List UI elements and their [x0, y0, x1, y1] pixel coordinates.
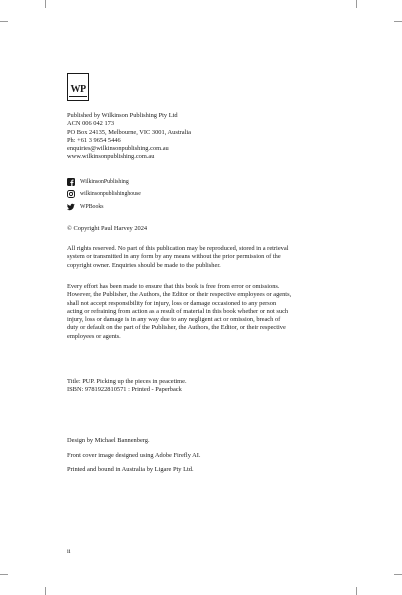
facebook-icon [67, 178, 75, 186]
credit-design: Design by Michael Bannenberg. [67, 437, 150, 444]
page-number: ii [67, 548, 71, 555]
logo-monogram: WP [70, 84, 86, 95]
catalogue-title: Title: PUP. Picking up the pieces in peacetime. [67, 378, 187, 385]
credit-cover: Front cover image designed using Adobe Firefly AI. [67, 452, 201, 459]
social-item-twitter [67, 202, 267, 211]
copyright-notice: © Copyright Paul Harvey 2024 [67, 225, 148, 232]
publisher-acn: ACN 006 042 173 [67, 120, 115, 128]
crop-mark [45, 0, 46, 8]
publisher-address: PO Box 24135, Melbourne, VIC 3001, Australia [67, 128, 191, 136]
crop-mark [356, 0, 357, 8]
publisher-logo [67, 73, 89, 101]
crop-mark [0, 574, 8, 575]
social-item-instagram [67, 190, 267, 199]
publisher-email: enquiries@wilkinsonpublishing.com.au [67, 145, 169, 153]
crop-mark [356, 587, 357, 595]
publisher-website: www.wilkinsonpublishing.com.au [67, 153, 155, 161]
social-item-facebook [67, 177, 267, 186]
social-label-instagram: wilkinsonpublishinghouse [80, 191, 141, 197]
instagram-icon [67, 190, 75, 198]
crop-mark [0, 21, 8, 22]
disclaimer-paragraph: Every effort has been made to ensure that this book is free from error or omissions. However, the Publisher, the Authors, the Editor or their respective employees or agents, shall not accept responsibility for injury, loss or damage occasioned to any person acting or refraining from action as a result of material in this book whether or not such injury, loss or damage is in any way due to any negligent act or omission, breach of duty or default on the part of the Publisher, the Authors, the Editor, or their respective employees or agents. [67, 283, 292, 340]
catalogue-info [67, 378, 347, 395]
crop-mark [45, 587, 46, 595]
social-label-twitter: WPBooks [80, 203, 104, 210]
catalogue-isbn: ISBN: 9781922810571 : Printed - Paperback [67, 386, 182, 394]
crop-mark [394, 21, 402, 22]
social-label-facebook: WilkinsonPublishing [80, 178, 129, 185]
social-links [67, 177, 267, 215]
twitter-icon [67, 203, 75, 211]
publisher-name: Published by Wilkinson Publishing Pty Ltd [67, 112, 178, 119]
publisher-phone: Ph: +61 3 9654 5446 [67, 136, 121, 144]
rights-paragraph: All rights reserved. No part of this publication may be reproduced, stored in a retrieval system or transmitted in any form by any means without the prior permission of the copyright owner. Enquiries should be made to the publisher. [67, 245, 289, 269]
credit-printed: Printed and bound in Australia by Ligare Pty Ltd. [67, 466, 194, 473]
publisher-info [67, 112, 347, 162]
crop-mark [394, 574, 402, 575]
